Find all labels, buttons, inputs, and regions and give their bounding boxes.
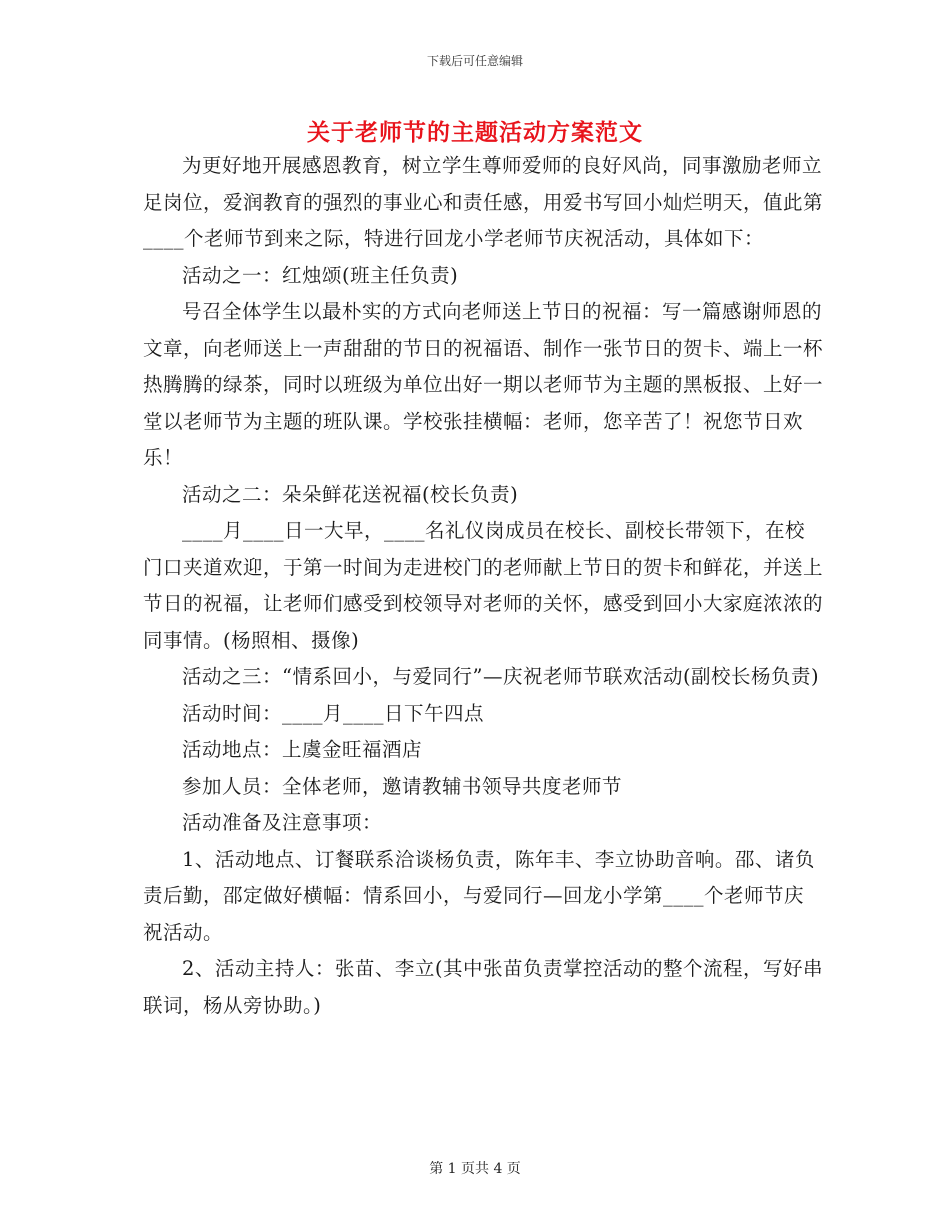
paragraph-activity-1-body: 号召全体学生以最朴实的方式向老师送上节日的祝福：写一篇感谢师恩的文章，向老师送上一声甜甜的节日的祝福语、制作一张节日的贺卡、端上一杯热腾腾的绿茶，同时以班级为单位出好一期以老师节为主题的黑板报、上好一堂以老师节为主题的班队课。学校张挂横幅：老师，您辛苦了！祝您节日欢乐！ [143,300,824,469]
paragraph-preparation-item-2: 2、活动主持人：张苗、李立(其中张苗负责掌控活动的整个流程，写好串联词，杨从旁协助。) [143,957,824,1017]
paragraph-activity-location: 活动地点：上虞金旺福酒店 [182,738,423,761]
paragraph-activity-1-heading: 活动之一：红烛颂(班主任负责) [182,263,459,287]
paragraph-preparation-heading: 活动准备及注意事项： [182,811,383,834]
header-note: 下载后可任意编辑 [426,54,523,68]
document-body [143,148,823,1024]
paragraph-activity-2-body: ____月____日一大早，____名礼仪岗成员在校长、副校长带领下，在校门口夹道欢迎，于第一时间为走进校门的老师献上节日的贺卡和鲜花，并送上节日的祝福，让老师们感受到校领导对老师的关怀，感受到回小大家庭浓浓的同事情。(杨照相、摄像) [143,519,824,652]
paragraph-activity-time: 活动时间：____月____日下午四点 [182,701,485,725]
paragraph-activity-3-heading: 活动之三：“情系回小，与爱同行”—庆祝老师节联欢活动(副校长杨负责) [182,665,820,688]
paragraph-intro: 为更好地开展感恩教育，树立学生尊师爱师的良好风尚，同事激励老师立足岗位，爱润教育的强烈的事业心和责任感，用爱书写回小灿烂明天，值此第____个老师节到来之际，特进行回龙小学老师节庆祝活动，具体如下： [143,154,824,250]
paragraph-participants: 参加人员：全体老师，邀请教辅书领导共度老师节 [182,774,623,798]
paragraph-preparation-item-1: 1、活动地点、订餐联系洽谈杨负责，陈年丰、李立协助音响。邵、诸负责后勤，邵定做好横幅：情系回小，与爱同行—回龙小学第____个老师节庆祝活动。 [143,847,815,944]
paragraph-activity-2-heading: 活动之二：朵朵鲜花送祝福(校长负责) [182,482,519,506]
document-title: 关于老师节的主题活动方案范文 [307,119,643,146]
page-number: 第 1 页共 4 页 [429,1161,521,1177]
